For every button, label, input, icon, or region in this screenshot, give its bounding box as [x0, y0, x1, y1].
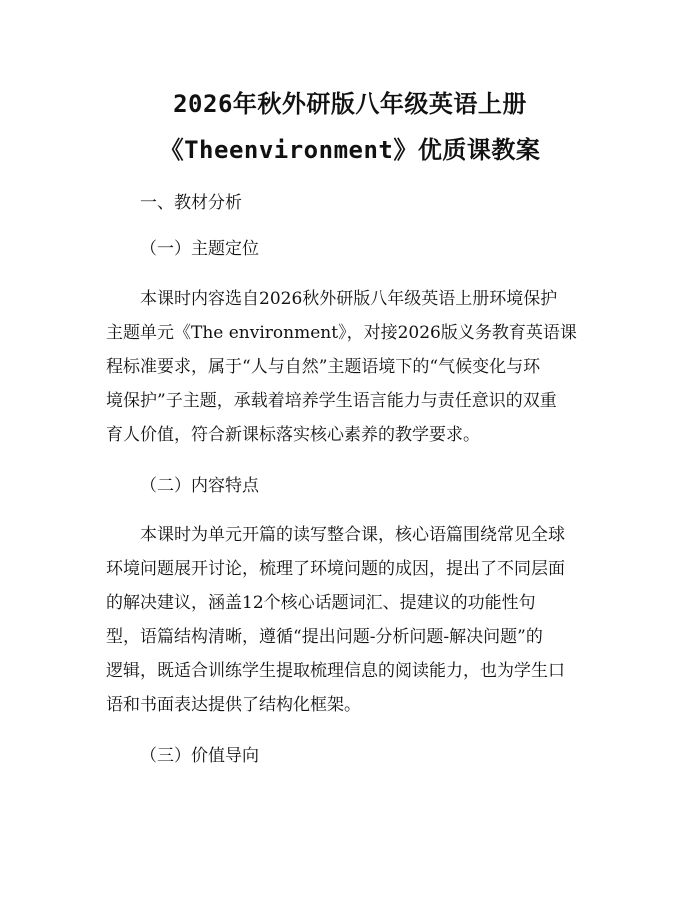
paragraph-line: 本课时为单元开篇的读写整合课，核心语篇围绕常见全球: [140, 525, 565, 545]
paragraph-line: 境保护”子主题，承载着培养学生语言能力与责任意识的双重: [106, 391, 557, 411]
subsection-heading-value: （三）价值导向: [140, 746, 259, 766]
document-title-line-2: 《Theenvironment》优质课教案: [159, 136, 541, 164]
paragraph-line: 型，语篇结构清晰，遵循“提出问题-分析问题-解决问题”的: [106, 627, 543, 647]
subsection-heading-theme: （一）主题定位: [140, 239, 259, 259]
paragraph-line: 主题单元《The environment》，对接2026版义务教育英语课: [106, 323, 577, 343]
paragraph-line: 程标准要求，属于“人与自然”主题语境下的“气候变化与环: [106, 357, 541, 377]
paragraph-line: 本课时内容选自2026秋外研版八年级英语上册环境保护: [140, 289, 558, 309]
paragraph-line: 逻辑，既适合训练学生提取梳理信息的阅读能力，也为学生口: [106, 661, 565, 681]
paragraph-line: 语和书面表达提供了结构化框架。: [106, 695, 361, 715]
paragraph-line: 育人价值，符合新课标落实核心素养的教学要求。: [106, 425, 480, 445]
paragraph-line: 环境问题展开讨论，梳理了环境问题的成因，提出了不同层面: [106, 559, 565, 579]
subsection-heading-content: （二）内容特点: [140, 476, 259, 496]
paragraph-line: 的解决建议，涵盖12个核心话题词汇、提建议的功能性句: [106, 593, 536, 613]
section-heading-textbook-analysis: 一、教材分析: [140, 193, 242, 213]
document-title-line-1: 2026年秋外研版八年级英语上册: [173, 90, 527, 118]
